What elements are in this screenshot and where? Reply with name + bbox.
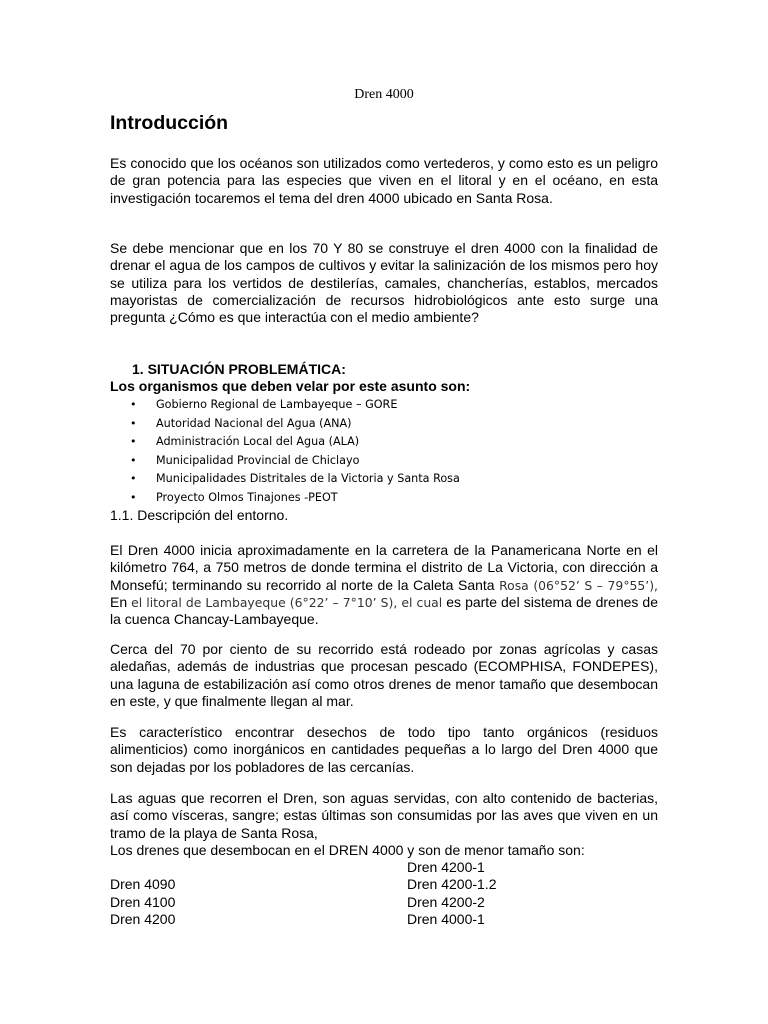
dren-left-cell: Dren 4100 <box>110 893 176 910</box>
list-item <box>110 489 658 508</box>
bullet-icon: • <box>130 490 137 504</box>
list-item <box>110 415 658 434</box>
list-item-text: Municipalidad Provincial de Chiclayo <box>156 453 360 467</box>
coordinates-text: Rosa (06°52’ S – 79°55’), <box>499 577 658 593</box>
drenes-table <box>110 859 658 928</box>
dren-right-cell: Dren 4200-1.2 <box>407 876 497 893</box>
section-1-heading: 1. SITUACIÓN PROBLEMÁTICA: <box>132 361 346 377</box>
table-row <box>110 859 658 876</box>
list-item-text: Administración Local del Agua (ALA) <box>156 435 360 449</box>
litoral-text: el litoral de Lambayeque (6°22’ – 7°10’ S), el cual <box>131 594 443 610</box>
dren-right-cell: Dren 4200-1 <box>407 859 485 875</box>
list-item-text: Proyecto Olmos Tinajones -PEOT <box>156 490 338 504</box>
table-row <box>110 911 658 928</box>
description-text-c: En <box>110 593 132 610</box>
bullet-icon: • <box>130 398 137 411</box>
description-text-a: El Dren 4000 inicia aproximadamente en la carretera de la Panamericana Norte en el kilómetro 764, a 750 metros de donde termina el distrito de La Victoria, con dirección a Monsefú; terminando su recorrido al norte de la Caleta Santa <box>110 542 658 593</box>
table-row <box>110 876 658 893</box>
page-header: Dren 4000 <box>354 87 414 102</box>
list-item-text: Gobierno Regional de Lambayeque – GORE <box>156 398 398 411</box>
list-item <box>110 452 658 471</box>
dren-left-cell: Dren 4200 <box>110 910 176 927</box>
description-paragraph-3: Es característico encontrar desechos de todo tipo tanto orgánicos (residuos alimenticios) como inorgánicos en cantidades pequeñas a lo largo del Dren 4000 que son dejadas por los pobladores de las cercanías. <box>110 724 658 775</box>
subsection-1-1-heading: 1.1. Descripción del entorno. <box>110 507 289 523</box>
description-text-e: es parte del sistema de drenes de la cuenca Chancay-Lambayeque. <box>110 593 659 628</box>
bullet-icon: • <box>130 453 137 467</box>
bullet-icon: • <box>130 472 137 486</box>
description-paragraph-5: Los drenes que desembocan en el DREN 4000 y son de menor tamaño son: <box>110 842 585 858</box>
description-paragraph-4: Las aguas que recorren el Dren, son aguas servidas, con alto contenido de bacterias, así como vísceras, sangre; estas últimas son consumidas por las aves que viven en un tramo de la playa de Santa Rosa, <box>110 790 658 841</box>
section-1-subheading: Los organismos que deben velar por este asunto son: <box>110 378 471 394</box>
dren-right-cell: Dren 4200-2 <box>407 893 485 910</box>
list-item <box>110 433 658 452</box>
list-item <box>110 470 658 489</box>
list-item-text: Municipalidades Distritales de la Victoria y Santa Rosa <box>156 472 460 486</box>
page-title: Introducción <box>110 112 229 134</box>
description-paragraph-2: Cerca del 70 por ciento de su recorrido está rodeado por zonas agrícolas y casas aledañas, además de industrias que procesan pescado (ECOMPHISA, FONDEPES), una laguna de estabilización así como otros drenes de menor tamaño que desembocan en este, y que finalmente llegan al mar. <box>110 641 658 709</box>
list-item-text: Autoridad Nacional del Agua (ANA) <box>156 416 352 430</box>
bullet-icon: • <box>130 416 137 430</box>
intro-paragraph-1: Es conocido que los océanos son utilizados como vertederos, y como esto es un peligro de gran potencia para las especies que viven en el litoral y en el océano, en esta investigación tocaremos el tema del dren 4000 ubicado en Santa Rosa. <box>110 155 658 206</box>
organisms-list <box>110 396 658 508</box>
bullet-icon: • <box>130 435 137 449</box>
table-row <box>110 894 658 911</box>
dren-right-cell: Dren 4000-1 <box>407 910 485 927</box>
intro-paragraph-2: Se debe mencionar que en los 70 Y 80 se construye el dren 4000 con la finalidad de drenar el agua de los campos de cultivos y evitar la salinización de los mismos pero hoy se utiliza para los vertidos de destilerías, camales, chancherías, establos, mercados mayoristas de comercialización de recursos hidrobiológicos ante esto surge una pregunta ¿Cómo es que interactúa con el medio ambiente? <box>110 240 658 326</box>
description-paragraph-1 <box>110 542 658 628</box>
dren-left-cell: Dren 4090 <box>110 876 176 893</box>
list-item <box>110 396 658 415</box>
